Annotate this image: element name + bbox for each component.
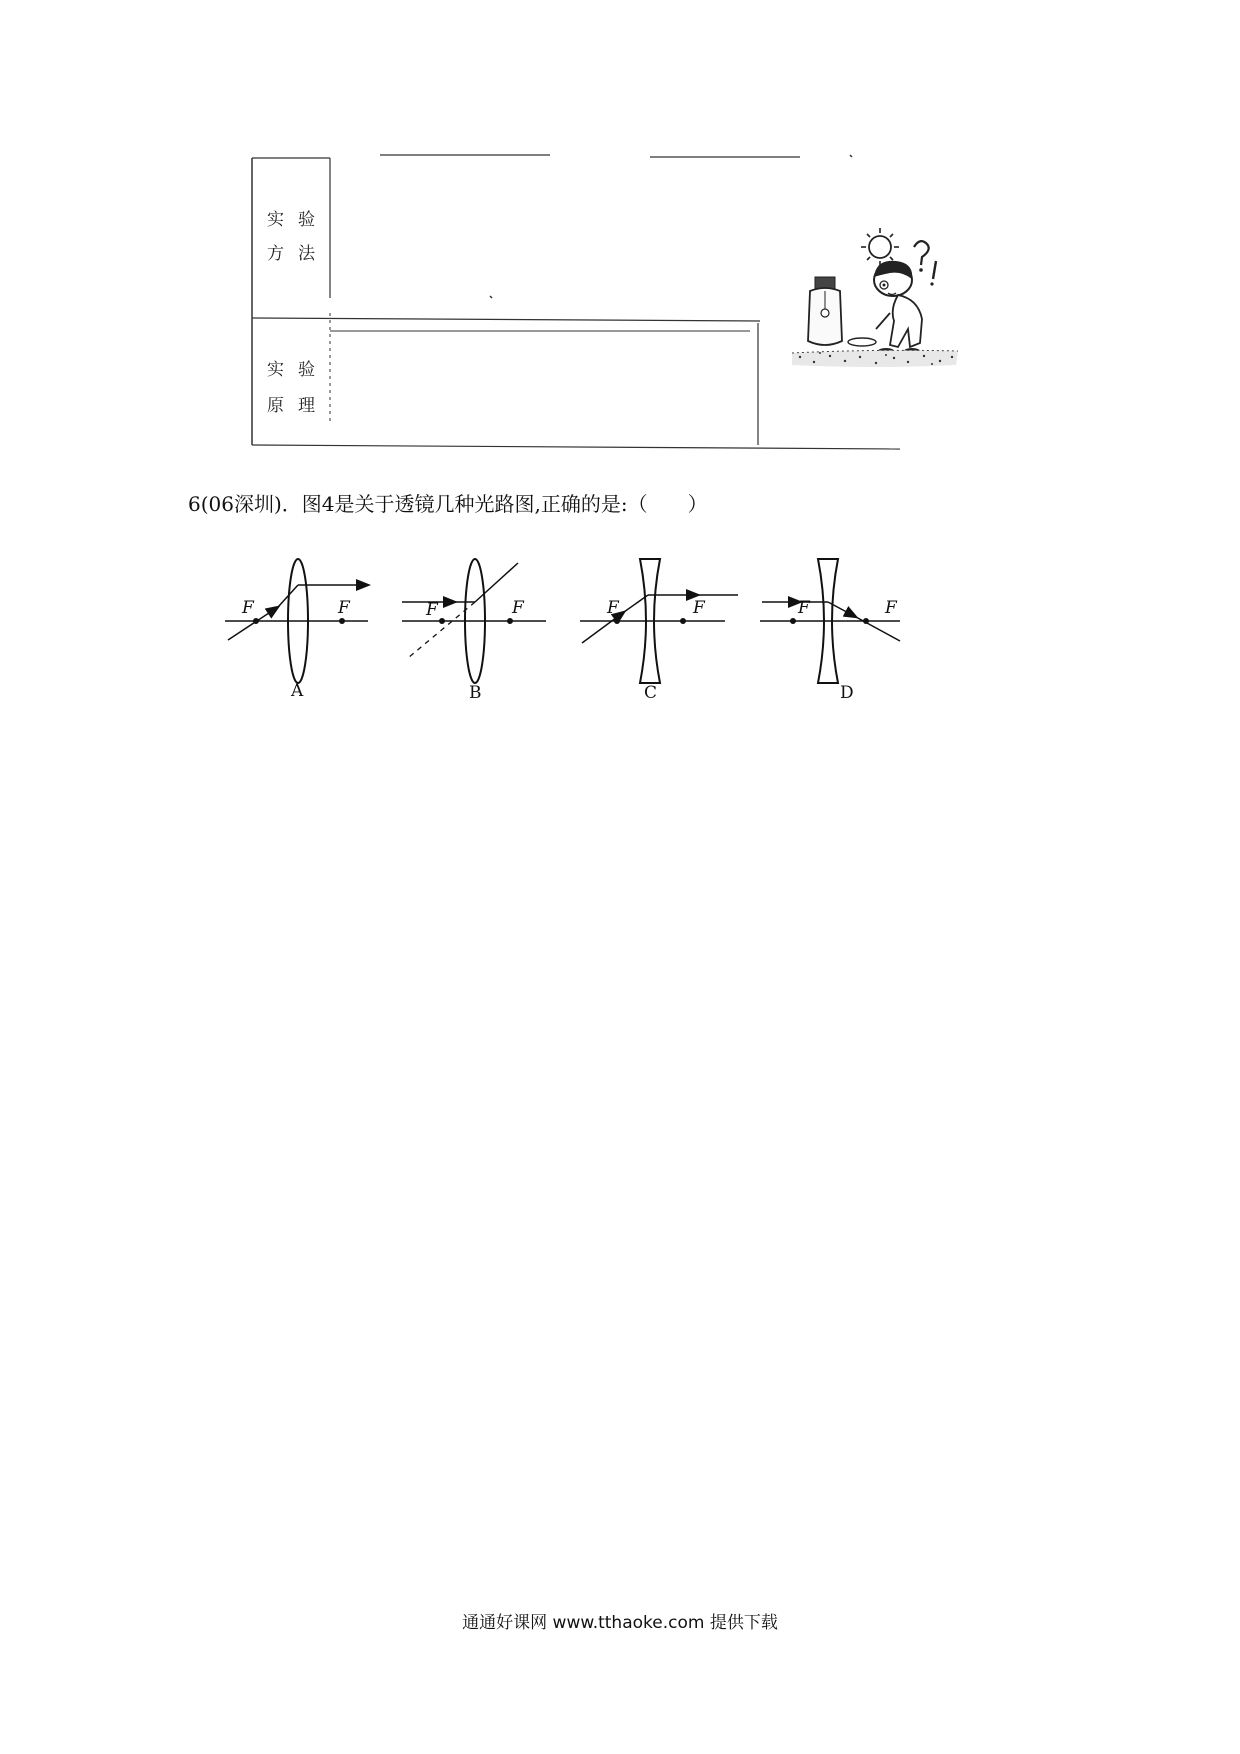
focus-label-b-left: F (426, 600, 438, 620)
principle-label-1: 实验 (267, 360, 329, 380)
focus-label-a-left: F (242, 598, 254, 618)
diagram-c (580, 559, 738, 683)
focus-label-c-right: F (693, 598, 705, 618)
diagram-d (760, 559, 900, 683)
option-label-a: A (291, 681, 304, 701)
focus-label-d-left: F (798, 598, 810, 618)
option-label-c: C (644, 683, 658, 703)
focus-label-a-right: F (338, 598, 350, 618)
principle-label-2: 原理 (267, 396, 329, 416)
lens-diagrams (220, 555, 920, 705)
diagram-a (225, 559, 368, 683)
option-label-b: B (469, 683, 482, 703)
option-label-d: D (840, 683, 854, 703)
focus-label-b-right: F (512, 598, 524, 618)
focus-label-d-right: F (885, 598, 897, 618)
page-footer: 通通好课网 www.tthaoke.com 提供下载 (462, 1613, 778, 1633)
cartoon-drawing (790, 225, 960, 375)
focus-label-c-left: F (607, 598, 619, 618)
lens-diagram-drawing (220, 555, 920, 705)
method-label-1: 实验 (267, 210, 329, 230)
diagram-b (402, 559, 546, 683)
method-label-2: 方法 (267, 244, 329, 264)
question-text: 6(06深圳)．图4是关于透镜几种光路图,正确的是:（ ） (188, 492, 708, 516)
cartoon-boy-illustration (790, 225, 960, 375)
